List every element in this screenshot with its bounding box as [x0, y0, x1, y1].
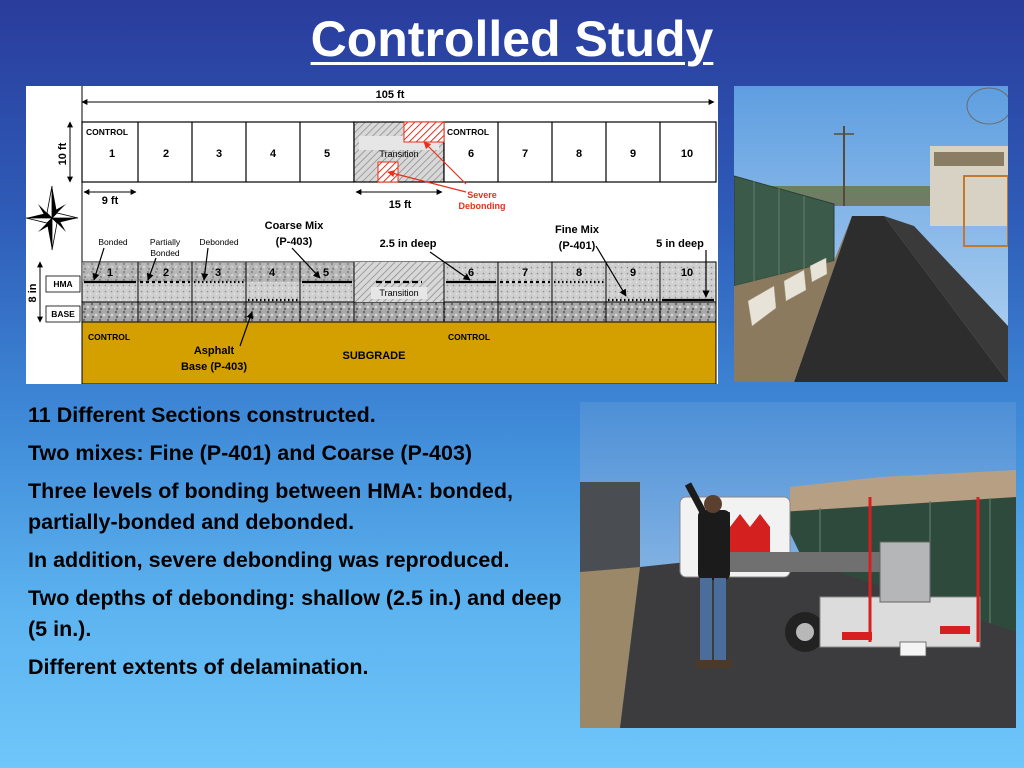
section-7: 7 — [521, 267, 529, 279]
diagram-svg — [26, 86, 718, 384]
section-8: 8 — [575, 267, 583, 279]
bullet-item: Two mixes: Fine (P-401) and Coarse (P-403) — [28, 441, 473, 465]
section-5: 5 — [322, 267, 330, 279]
fwd-testing-photo — [580, 402, 1016, 728]
section-transition-label: Transition — [379, 288, 419, 298]
subgrade-label: SUBGRADE — [342, 350, 406, 362]
asphalt-base-label-1: Asphalt — [193, 345, 235, 357]
dim-15ft: 15 ft — [388, 199, 412, 211]
section-4: 4 — [268, 267, 276, 279]
plan-section-2: 2 — [162, 148, 170, 160]
bullet-item: 11 Different Sections constructed. — [28, 403, 376, 427]
length-label: 105 ft — [375, 89, 405, 101]
dim-9ft: 9 ft — [101, 195, 119, 207]
test-lane-photo — [734, 86, 1008, 382]
slide-title: Controlled Study — [310, 11, 714, 67]
plan-section-10: 10 — [680, 148, 694, 160]
plan-control-left: CONTROL — [86, 127, 129, 137]
depth-8in-label: 8 in — [27, 283, 39, 303]
label-partially-1: Partially — [149, 237, 181, 247]
label-debonded: Debonded — [199, 237, 239, 247]
width-label: 10 ft — [57, 142, 69, 166]
section-10: 10 — [680, 267, 694, 279]
section-3: 3 — [214, 267, 222, 279]
asphalt-base-label-2: Base (P-403) — [180, 361, 248, 373]
label-depth-deep: 5 in deep — [656, 238, 704, 250]
section-1: 1 — [106, 267, 114, 279]
label-fine-mix-2: (P-401) — [558, 240, 596, 252]
plan-section-3: 3 — [215, 148, 223, 160]
plan-section-8: 8 — [575, 148, 583, 160]
plan-section-4: 4 — [269, 148, 277, 160]
plan-section-7: 7 — [521, 148, 529, 160]
bullet-item: In addition, severe debonding was reproduced. — [28, 548, 510, 572]
severe-label-2: Debonding — [458, 201, 506, 211]
hma-label: HMA — [53, 279, 73, 289]
section-2: 2 — [162, 267, 170, 279]
bullet-item: Two depths of debonding: shallow (2.5 in.) and deep (5 in.). — [28, 586, 562, 641]
plan-section-5: 5 — [323, 148, 331, 160]
base-label: BASE — [51, 309, 75, 319]
plan-control-right: CONTROL — [447, 127, 490, 137]
label-fine-mix-1: Fine Mix — [554, 224, 600, 236]
base-layer — [82, 302, 716, 322]
bullet-list — [28, 400, 568, 690]
plan-section-1: 1 — [108, 148, 116, 160]
severe-label-1: Severe — [467, 190, 497, 200]
section-control-right: CONTROL — [448, 332, 491, 342]
plan-section-9: 9 — [629, 148, 637, 160]
label-bonded: Bonded — [98, 237, 128, 247]
plan-transition-label: Transition — [379, 149, 419, 159]
bullet-item: Three levels of bonding between HMA: bonded, partially-bonded and debonded. — [28, 479, 513, 534]
compass-rose-icon — [26, 186, 78, 250]
label-coarse-mix-1: Coarse Mix — [264, 220, 324, 232]
section-6: 6 — [467, 267, 475, 279]
section-control-left: CONTROL — [88, 332, 131, 342]
section-9: 9 — [629, 267, 637, 279]
test-section-diagram — [26, 86, 718, 384]
label-depth-shallow: 2.5 in deep — [379, 238, 437, 250]
severe-patch-top — [404, 122, 444, 142]
bullet-item: Different extents of delamination. — [28, 655, 369, 679]
plan-section-6: 6 — [467, 148, 475, 160]
label-partially-2: Bonded — [150, 248, 180, 258]
label-coarse-mix-2: (P-403) — [275, 236, 313, 248]
